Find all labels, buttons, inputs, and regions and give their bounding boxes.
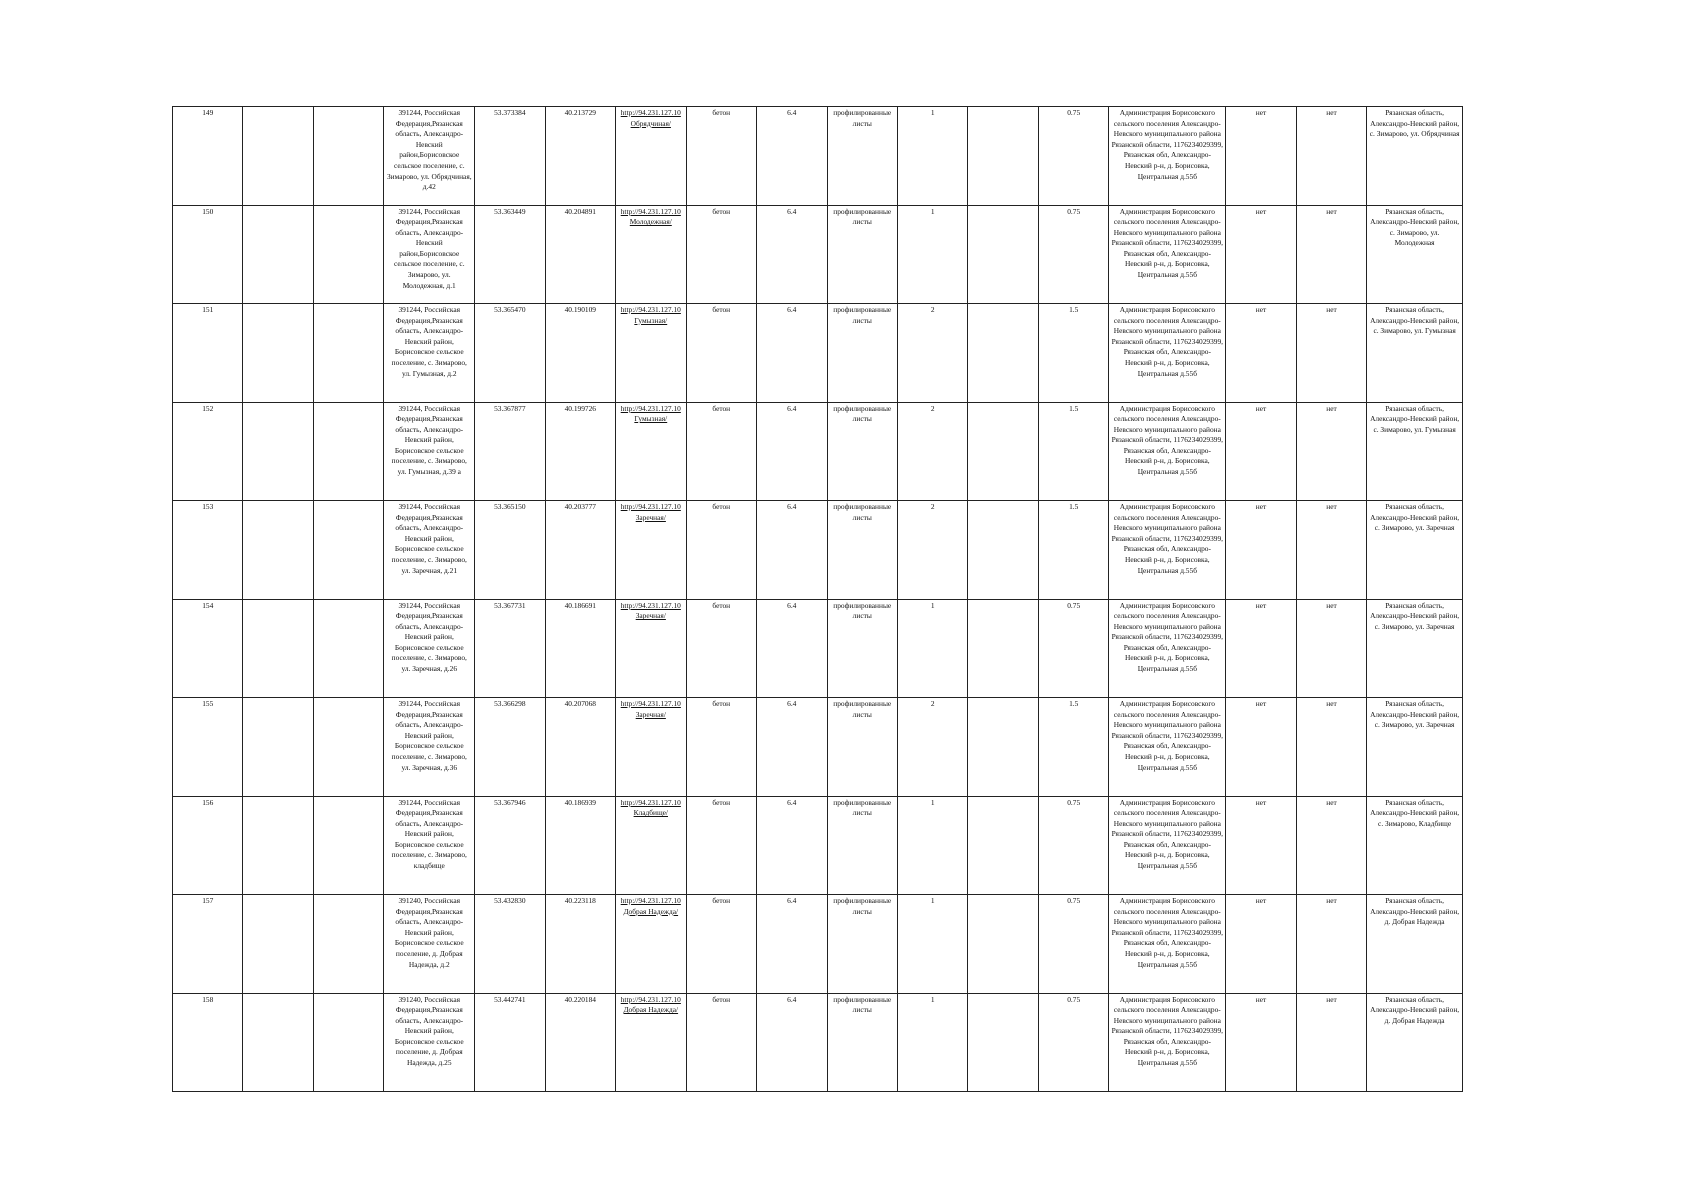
owner-cell: Администрация Борисовского сельского поселения Александро-Невского муниципального района Рязанской области, 1176234029399, Рязанская обл, Александро-Невский р-н, д. Борисовка, Центральная д.55б	[1109, 501, 1226, 600]
location-cell: Рязанская область, Александро-Невский район, с. Зимарово, Кладбище	[1367, 796, 1463, 895]
surface-cell: бетон	[686, 304, 756, 403]
photo-link	[616, 501, 686, 600]
fence-material-cell: профилированные листы	[827, 402, 897, 501]
longitude-cell: 40.203777	[545, 501, 615, 600]
container-volume-cell: 1.5	[1038, 501, 1108, 600]
photo-link	[616, 993, 686, 1092]
flag-cell: нет	[1296, 796, 1366, 895]
table-row	[173, 993, 1463, 1092]
empty-cell	[313, 205, 383, 304]
empty-cell	[968, 993, 1038, 1092]
container-volume-cell: 0.75	[1038, 599, 1108, 698]
empty-cell	[243, 796, 313, 895]
area-cell: 6.4	[757, 993, 827, 1092]
flag-cell: нет	[1226, 304, 1296, 403]
empty-cell	[243, 402, 313, 501]
empty-cell	[243, 304, 313, 403]
empty-cell	[313, 304, 383, 403]
surface-cell: бетон	[686, 402, 756, 501]
empty-cell	[313, 599, 383, 698]
photo-link	[616, 107, 686, 206]
table-row	[173, 895, 1463, 994]
location-cell: Рязанская область, Александро-Невский район, с. Зимарово, ул. Обрядчиная	[1367, 107, 1463, 206]
area-cell: 6.4	[757, 205, 827, 304]
photo-link[interactable]: http://94.231.127.10 Заречная/	[620, 600, 681, 621]
fence-material-cell: профилированные листы	[827, 698, 897, 797]
location-cell: Рязанская область, Александро-Невский район, с. Зимарово, ул. Заречная	[1367, 698, 1463, 797]
container-count-cell: 1	[897, 599, 967, 698]
table-row	[173, 402, 1463, 501]
photo-link[interactable]: http://94.231.127.10 Добрая Надежда/	[620, 994, 681, 1015]
container-volume-cell: 0.75	[1038, 107, 1108, 206]
empty-cell	[968, 698, 1038, 797]
area-cell: 6.4	[757, 698, 827, 797]
fence-material-cell: профилированные листы	[827, 107, 897, 206]
table-row	[173, 501, 1463, 600]
longitude-cell: 40.186691	[545, 599, 615, 698]
flag-cell: нет	[1296, 205, 1366, 304]
empty-cell	[313, 698, 383, 797]
container-count-cell: 1	[897, 993, 967, 1092]
flag-cell: нет	[1296, 895, 1366, 994]
latitude-cell: 53.373384	[475, 107, 545, 206]
fence-material-cell: профилированные листы	[827, 501, 897, 600]
fence-material-cell: профилированные листы	[827, 304, 897, 403]
photo-link	[616, 796, 686, 895]
photo-link[interactable]: http://94.231.127.10 Гумызная/	[620, 403, 681, 424]
empty-cell	[313, 501, 383, 600]
container-volume-cell: 0.75	[1038, 993, 1108, 1092]
photo-link	[616, 698, 686, 797]
row-number: 151	[173, 304, 243, 403]
flag-cell: нет	[1226, 895, 1296, 994]
surface-cell: бетон	[686, 796, 756, 895]
address-cell: 391240, Российская Федерация,Рязанская область, Александро-Невский район, Борисовское сельское поселение, д. Добрая Надежда, д.25	[384, 993, 475, 1092]
area-cell: 6.4	[757, 501, 827, 600]
flag-cell: нет	[1296, 599, 1366, 698]
flag-cell: нет	[1226, 796, 1296, 895]
latitude-cell: 53.442741	[475, 993, 545, 1092]
flag-cell: нет	[1296, 501, 1366, 600]
surface-cell: бетон	[686, 205, 756, 304]
fence-material-cell: профилированные листы	[827, 796, 897, 895]
empty-cell	[243, 205, 313, 304]
surface-cell: бетон	[686, 698, 756, 797]
location-cell: Рязанская область, Александро-Невский район, с. Зимарово, ул. Заречная	[1367, 599, 1463, 698]
location-cell: Рязанская область, Александро-Невский район, с. Зимарово, ул. Гумызная	[1367, 304, 1463, 403]
row-number: 150	[173, 205, 243, 304]
empty-cell	[968, 599, 1038, 698]
container-count-cell: 2	[897, 501, 967, 600]
photo-link[interactable]: http://94.231.127.10 Молодежная/	[620, 206, 681, 227]
row-number: 152	[173, 402, 243, 501]
container-volume-cell: 1.5	[1038, 402, 1108, 501]
longitude-cell: 40.190109	[545, 304, 615, 403]
empty-cell	[243, 993, 313, 1092]
flag-cell: нет	[1296, 993, 1366, 1092]
photo-link	[616, 402, 686, 501]
area-cell: 6.4	[757, 796, 827, 895]
fence-material-cell: профилированные листы	[827, 895, 897, 994]
location-cell: Рязанская область, Александро-Невский район, с. Зимарово, ул. Гумызная	[1367, 402, 1463, 501]
flag-cell: нет	[1226, 107, 1296, 206]
photo-link[interactable]: http://94.231.127.10 Кладбище/	[620, 797, 681, 818]
photo-link	[616, 304, 686, 403]
empty-cell	[968, 796, 1038, 895]
address-cell: 391244, Российская Федерация,Рязанская область, Александро-Невский район, Борисовское сельское поселение, с. Зимарово, ул. Заречная, д.36	[384, 698, 475, 797]
flag-cell: нет	[1226, 993, 1296, 1092]
table-row	[173, 304, 1463, 403]
table-row	[173, 107, 1463, 206]
empty-cell	[243, 599, 313, 698]
photo-link[interactable]: http://94.231.127.10 Гумызная/	[620, 305, 681, 325]
empty-cell	[243, 501, 313, 600]
container-volume-cell: 1.5	[1038, 304, 1108, 403]
owner-cell: Администрация Борисовского сельского поселения Александро-Невского муниципального района Рязанской области, 1176234029399, Рязанская обл, Александро-Невский р-н, д. Борисовка, Центральная д.55б	[1109, 599, 1226, 698]
empty-cell	[968, 895, 1038, 994]
empty-cell	[243, 107, 313, 206]
empty-cell	[313, 402, 383, 501]
flag-cell: нет	[1296, 402, 1366, 501]
flag-cell: нет	[1226, 501, 1296, 600]
empty-cell	[243, 698, 313, 797]
longitude-cell: 40.186939	[545, 796, 615, 895]
latitude-cell: 53.367877	[475, 402, 545, 501]
surface-cell: бетон	[686, 599, 756, 698]
address-cell: 391244, Российская Федерация,Рязанская область, Александро-Невский район, Борисовское сельское поселение, с. Зимарово, ул. Заречная, д.21	[384, 501, 475, 600]
location-cell: Рязанская область, Александро-Невский район, с. Зимарово, ул. Молодежная	[1367, 205, 1463, 304]
table-row	[173, 796, 1463, 895]
container-count-cell: 1	[897, 796, 967, 895]
fence-material-cell: профилированные листы	[827, 993, 897, 1092]
empty-cell	[243, 895, 313, 994]
owner-cell: Администрация Борисовского сельского поселения Александро-Невского муниципального района Рязанской области, 1176234029399, Рязанская обл, Александро-Невский р-н, д. Борисовка, Центральная д.55б	[1109, 402, 1226, 501]
owner-cell: Администрация Борисовского сельского поселения Александро-Невского муниципального района Рязанской области, 1176234029399, Рязанская обл, Александро-Невский р-н, д. Борисовка, Центральная д.55б	[1109, 698, 1226, 797]
latitude-cell: 53.363449	[475, 205, 545, 304]
area-cell: 6.4	[757, 304, 827, 403]
photo-link[interactable]: http://94.231.127.10 Заречная/	[620, 502, 681, 522]
surface-cell: бетон	[686, 895, 756, 994]
location-cell: Рязанская область, Александро-Невский район, д. Добрая Надежда	[1367, 895, 1463, 994]
address-cell: 391244, Российская Федерация,Рязанская область, Александро-Невский район, Борисовское сельское поселение, с. Зимарово, ул. Гумызная, д.2	[384, 304, 475, 403]
latitude-cell: 53.366298	[475, 698, 545, 797]
location-cell: Рязанская область, Александро-Невский район, д. Добрая Надежда	[1367, 993, 1463, 1092]
empty-cell	[313, 796, 383, 895]
empty-cell	[313, 895, 383, 994]
empty-cell	[968, 304, 1038, 403]
empty-cell	[968, 107, 1038, 206]
owner-cell: Администрация Борисовского сельского поселения Александро-Невского муниципального района Рязанской области, 1176234029399, Рязанская обл, Александро-Невский р-н, д. Борисовка, Центральная д.55б	[1109, 205, 1226, 304]
location-cell: Рязанская область, Александро-Невский район, с. Зимарово, ул. Заречная	[1367, 501, 1463, 600]
row-number: 157	[173, 895, 243, 994]
container-count-cell: 1	[897, 205, 967, 304]
area-cell: 6.4	[757, 402, 827, 501]
flag-cell: нет	[1296, 107, 1366, 206]
row-number: 154	[173, 599, 243, 698]
table-row	[173, 698, 1463, 797]
address-cell: 391244, Российская Федерация,Рязанская область, Александро-Невский район, Борисовское сельское поселение, с. Зимарово, кладбище	[384, 796, 475, 895]
container-volume-cell: 0.75	[1038, 796, 1108, 895]
fence-material-cell: профилированные листы	[827, 205, 897, 304]
container-count-cell: 1	[897, 895, 967, 994]
table-row	[173, 205, 1463, 304]
empty-cell	[968, 402, 1038, 501]
empty-cell	[313, 107, 383, 206]
address-cell: 391244, Российская Федерация,Рязанская область, Александро-Невский район,Борисовское сельское поселение, с. Зимарово, ул. Молодежная, д.1	[384, 205, 475, 304]
latitude-cell: 53.367731	[475, 599, 545, 698]
owner-cell: Администрация Борисовского сельского поселения Александро-Невского муниципального района Рязанской области, 1176234029399, Рязанская обл, Александро-Невский р-н, д. Борисовка, Центральная д.55б	[1109, 895, 1226, 994]
table-row	[173, 599, 1463, 698]
row-number: 155	[173, 698, 243, 797]
area-cell: 6.4	[757, 107, 827, 206]
owner-cell: Администрация Борисовского сельского поселения Александро-Невского муниципального района Рязанской области, 1176234029399, Рязанская обл, Александро-Невский р-н, д. Борисовка, Центральная д.55б	[1109, 993, 1226, 1092]
latitude-cell: 53.365150	[475, 501, 545, 600]
longitude-cell: 40.223118	[545, 895, 615, 994]
flag-cell: нет	[1296, 698, 1366, 797]
owner-cell: Администрация Борисовского сельского поселения Александро-Невского муниципального района Рязанской области, 1176234029399, Рязанская обл, Александро-Невский р-н, д. Борисовка, Центральная д.55б	[1109, 796, 1226, 895]
container-count-cell: 1	[897, 107, 967, 206]
empty-cell	[968, 205, 1038, 304]
latitude-cell: 53.365470	[475, 304, 545, 403]
address-cell: 391240, Российская Федерация,Рязанская область, Александро-Невский район, Борисовское сельское поселение, д. Добрая Надежда, д.2	[384, 895, 475, 994]
longitude-cell: 40.199726	[545, 402, 615, 501]
flag-cell: нет	[1226, 402, 1296, 501]
container-volume-cell: 0.75	[1038, 895, 1108, 994]
flag-cell: нет	[1296, 304, 1366, 403]
photo-link	[616, 599, 686, 698]
surface-cell: бетон	[686, 107, 756, 206]
row-number: 156	[173, 796, 243, 895]
latitude-cell: 53.367946	[475, 796, 545, 895]
owner-cell: Администрация Борисовского сельского поселения Александро-Невского муниципального района Рязанской области, 1176234029399, Рязанская обл, Александро-Невский р-н, д. Борисовка, Центральная д.55б	[1109, 304, 1226, 403]
photo-link[interactable]: http://94.231.127.10 Добрая Надежда/	[620, 896, 681, 916]
area-cell: 6.4	[757, 895, 827, 994]
surface-cell: бетон	[686, 993, 756, 1092]
container-volume-cell: 0.75	[1038, 205, 1108, 304]
latitude-cell: 53.432830	[475, 895, 545, 994]
photo-link	[616, 895, 686, 994]
row-number: 149	[173, 107, 243, 206]
longitude-cell: 40.213729	[545, 107, 615, 206]
flag-cell: нет	[1226, 599, 1296, 698]
surface-cell: бетон	[686, 501, 756, 600]
container-count-cell: 2	[897, 304, 967, 403]
table-body	[173, 107, 1463, 1092]
longitude-cell: 40.220184	[545, 993, 615, 1092]
container-volume-cell: 1.5	[1038, 698, 1108, 797]
empty-cell	[968, 501, 1038, 600]
flag-cell: нет	[1226, 205, 1296, 304]
address-cell: 391244, Российская Федерация,Рязанская область, Александро-Невский район,Борисовское сельское поселение, с. Зимарово, ул. Обрядчиная, д.42	[384, 107, 475, 206]
owner-cell: Администрация Борисовского сельского поселения Александро-Невского муниципального района Рязанской области, 1176234029399, Рязанская обл, Александро-Невский р-н, д. Борисовка, Центральная д.55б	[1109, 107, 1226, 206]
photo-link[interactable]: http://94.231.127.10 Заречная/	[620, 699, 681, 719]
longitude-cell: 40.207068	[545, 698, 615, 797]
longitude-cell: 40.204891	[545, 205, 615, 304]
area-cell: 6.4	[757, 599, 827, 698]
fence-material-cell: профилированные листы	[827, 599, 897, 698]
photo-link[interactable]: http://94.231.127.10 Обрядчиная/	[620, 108, 681, 128]
flag-cell: нет	[1226, 698, 1296, 797]
address-cell: 391244, Российская Федерация,Рязанская область, Александро-Невский район, Борисовское сельское поселение, с. Зимарово, ул. Гумызная, д.39 а	[384, 402, 475, 501]
address-cell: 391244, Российская Федерация,Рязанская область, Александро-Невский район, Борисовское сельское поселение, с. Зимарово, ул. Заречная, д.26	[384, 599, 475, 698]
registry-table	[172, 106, 1463, 1092]
empty-cell	[313, 993, 383, 1092]
photo-link	[616, 205, 686, 304]
row-number: 153	[173, 501, 243, 600]
row-number: 158	[173, 993, 243, 1092]
container-count-cell: 2	[897, 402, 967, 501]
container-count-cell: 2	[897, 698, 967, 797]
